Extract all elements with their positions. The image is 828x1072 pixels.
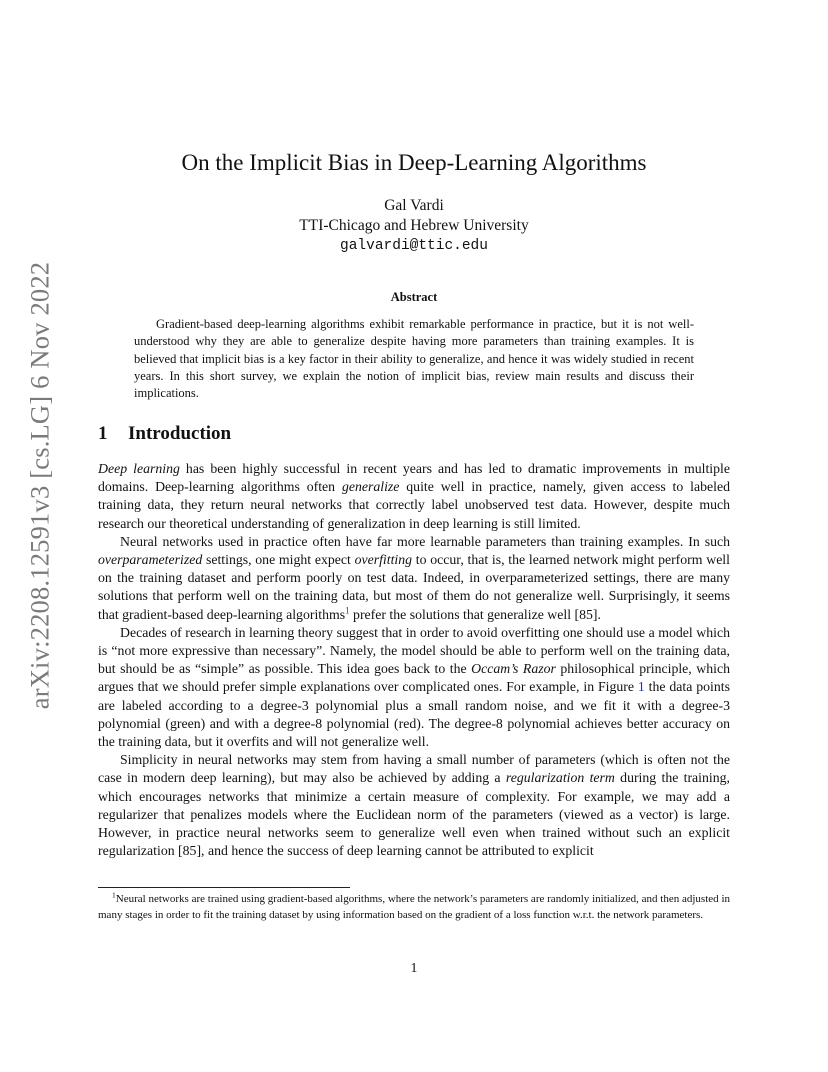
- paragraph-1-text-b: quite well in practice, namely, given access to labeled training data, they return neural networks that correctly label unobserved test data. However, despite much research our theoretical understanding of generalization in deep learning is still limited.: [98, 479, 730, 531]
- footnote-number: 1: [112, 890, 116, 900]
- emphasis-deep-learning: Deep learning: [98, 461, 180, 476]
- paragraph-4-text-b: during the training, which encourages networks that minimize a certain measure of complexity. For example, we may add a regularizer that penalizes models where the Euclidean norm of the parameters (viewed as a vector) is large. However, in practice neural networks seem to generalize well even when trained without such an explicit regularization [85], and hence the success of deep learning cannot be attributed to explicit: [98, 770, 730, 859]
- footnote-1: [98, 892, 730, 923]
- arxiv-identifier-stamp: [18, 261, 62, 709]
- author-block: [0, 196, 828, 256]
- paragraph-2-text-a: Neural networks used in practice often have far more learnable parameters than training examples. In such: [120, 533, 730, 549]
- emphasis-regularization-term: regularization term: [505, 770, 615, 786]
- footnote-marker-link[interactable]: 1: [345, 605, 350, 616]
- abstract-text: Gradient-based deep-learning algorithms exhibit remarkable performance in practice, but it is not well-understood why they are able to generalize despite having more parameters than training examples. It is believed that implicit bias is a key factor in their ability to generalize, and hence it was widely studied in recent years. In this short survey, we explain the notion of implicit bias, review main results and discuss their implications.: [134, 317, 694, 401]
- footnote-divider: [98, 887, 350, 888]
- section-number: 1: [98, 423, 108, 444]
- paragraph-3: [98, 624, 730, 751]
- paper-title: On the Implicit Bias in Deep-Learning Algorithms: [181, 150, 647, 175]
- emphasis-generalize: generalize: [341, 479, 400, 495]
- emphasis-overparameterized: overparameterized: [98, 552, 203, 568]
- paragraph-2-text-c: to occur, that is, the learned network might perform well on the training dataset and perform poorly on test data. Indeed, in overparameterized settings, there are many solutions that perform well on the training data, but most of them do not generalize well. Surprisingly, it seems that gradient-based deep-learning algorithms: [98, 552, 730, 622]
- emphasis-overfitting: overfitting: [354, 552, 413, 568]
- author-affiliation: TTI-Chicago and Hebrew University: [299, 217, 529, 234]
- paragraph-2-text-b: settings, one might expect: [202, 552, 355, 568]
- emphasis-occams-razor: Occam’s Razor: [471, 661, 556, 677]
- abstract-heading: Abstract: [390, 290, 438, 304]
- figure-reference-link[interactable]: 1: [637, 679, 645, 695]
- paragraph-3-text-b: philosophical principle, which argues that we should prefer simple explanations over complicated ones. For example, in Figure: [98, 661, 730, 695]
- paragraph-2: [98, 533, 730, 624]
- paragraph-3-text-a: Decades of research in learning theory suggest that in order to avoid overfitting one should use a model which is “not more expressive than necessary”. Namely, the model should be able to perform well on the training data, but should be as “simple” as possible. This idea goes back to the: [98, 624, 730, 677]
- arxiv-identifier-text: arXiv:2208.12591v3 [cs.LG] 6 Nov 2022: [24, 261, 55, 709]
- paragraph-4: [98, 751, 730, 860]
- section-heading-introduction: [98, 422, 231, 446]
- paragraph-4-text-a: Simplicity in neural networks may stem from having a small number of parameters (which is often not the case in modern deep learning), but may also be achieved by adding a: [98, 752, 730, 786]
- paragraph-1: [98, 460, 730, 533]
- paragraph-3-text-c: the data points are labeled according to a degree-3 polynomial plus a small random noise, and we fit it with a degree-3 polynomial (green) and with a degree-8 polynomial (red). The degree-8 polynomial achieves better accuracy on the training data, but it overfits and will not generalize well.: [98, 679, 730, 750]
- paragraph-2-text-d: prefer the solutions that generalize well [85].: [349, 606, 601, 622]
- footnote-text: Neural networks are trained using gradient-based algorithms, where the network’s parameters are randomly initialized, and then adjusted in many stages in order to fit the training dataset by using information based on the gradient of a loss function w.r.t. the network parameters.: [98, 893, 730, 921]
- paragraph-1-text-a: has been highly successful in recent years and has led to dramatic improvements in multiple domains. Deep-learning algorithms often: [98, 461, 730, 495]
- section-title: Introduction: [128, 423, 232, 444]
- author-email[interactable]: galvardi@ttic.edu: [340, 238, 488, 254]
- page-number: 1: [410, 960, 418, 975]
- author-name: Gal Vardi: [384, 197, 444, 214]
- introduction-body: [98, 460, 730, 860]
